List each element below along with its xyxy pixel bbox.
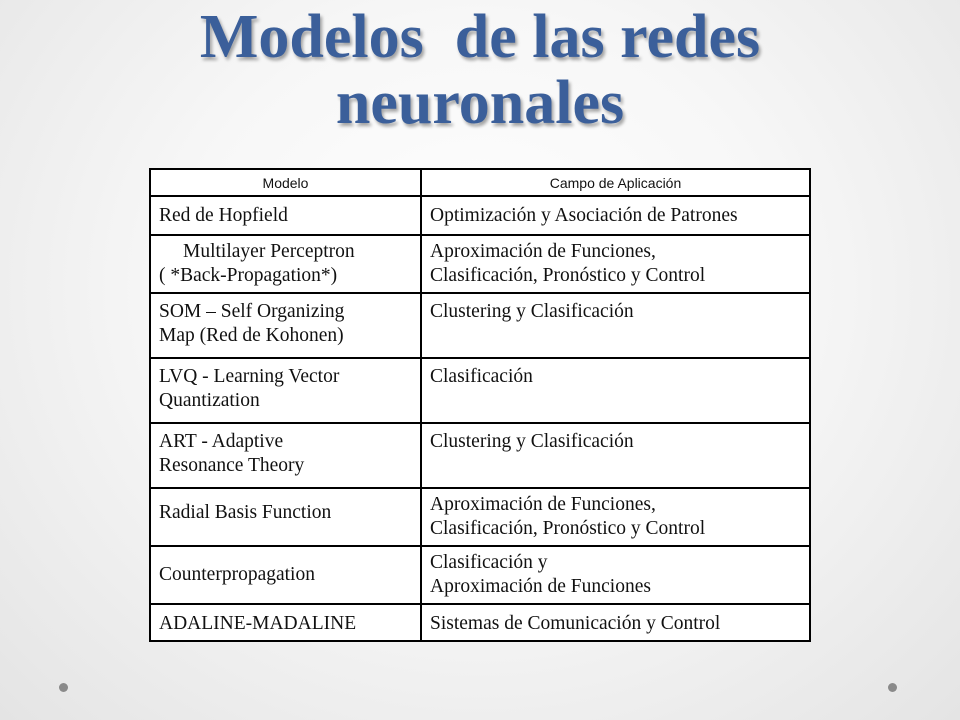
model-text: Map (Red de Kohonen) bbox=[159, 325, 344, 346]
model-cell bbox=[151, 423, 421, 488]
table-row bbox=[151, 546, 809, 604]
field-cell bbox=[421, 235, 809, 293]
field-text: Clasificación bbox=[430, 366, 533, 387]
model-cell bbox=[151, 546, 421, 604]
models-table-figure bbox=[149, 168, 811, 642]
model-text: Resonance Theory bbox=[159, 455, 305, 476]
field-cell bbox=[421, 488, 809, 546]
table-row bbox=[151, 196, 809, 235]
model-cell bbox=[151, 196, 421, 235]
model-cell bbox=[151, 358, 421, 423]
header-field: Campo de Aplicación bbox=[421, 170, 809, 196]
table-row bbox=[151, 423, 809, 488]
model-text: Multilayer Perceptron bbox=[183, 241, 355, 262]
model-cell bbox=[151, 488, 421, 546]
header-model: Modelo bbox=[151, 170, 421, 196]
field-text: Aproximación de Funciones bbox=[430, 576, 651, 597]
bottom-right-dot-icon bbox=[888, 683, 897, 692]
model-cell bbox=[151, 604, 421, 642]
field-text: Clustering y Clasificación bbox=[430, 431, 634, 452]
table-header-row bbox=[151, 170, 809, 196]
field-text: Sistemas de Comunicación y Control bbox=[430, 612, 721, 634]
bottom-left-dot-icon bbox=[59, 683, 68, 692]
field-cell bbox=[421, 196, 809, 235]
field-text: Clustering y Clasificación bbox=[430, 301, 634, 322]
field-cell bbox=[421, 546, 809, 604]
table-row bbox=[151, 604, 809, 642]
model-text: ( *Back-Propagation*) bbox=[159, 265, 338, 286]
table-row bbox=[151, 358, 809, 423]
slide-title-line-1: Modelos de las redes bbox=[199, 3, 761, 71]
model-text: SOM – Self Organizing bbox=[159, 301, 345, 322]
field-cell bbox=[421, 293, 809, 358]
model-text: Red de Hopfield bbox=[159, 204, 288, 226]
model-cell bbox=[151, 293, 421, 358]
field-text: Optimización y Asociación de Patrones bbox=[430, 204, 738, 226]
model-text: Radial Basis Function bbox=[159, 502, 332, 523]
model-text: Quantization bbox=[159, 390, 260, 411]
model-text: ART - Adaptive bbox=[159, 431, 284, 452]
field-text: Clasificación y bbox=[430, 552, 548, 573]
field-cell bbox=[421, 604, 809, 642]
field-cell bbox=[421, 423, 809, 488]
table-row bbox=[151, 293, 809, 358]
field-text: Aproximación de Funciones, bbox=[430, 494, 656, 515]
field-text: Clasificación, Pronóstico y Control bbox=[430, 265, 706, 286]
model-text: Counterpropagation bbox=[159, 564, 315, 585]
table-row bbox=[151, 235, 809, 293]
slide-title bbox=[0, 4, 960, 136]
model-text: ADALINE-MADALINE bbox=[159, 612, 357, 634]
models-table bbox=[151, 170, 809, 642]
model-text: LVQ - Learning Vector bbox=[159, 366, 340, 387]
table-row bbox=[151, 488, 809, 546]
model-cell bbox=[151, 235, 421, 293]
field-text: Clasificación, Pronóstico y Control bbox=[430, 518, 706, 539]
field-text: Aproximación de Funciones, bbox=[430, 241, 656, 262]
slide-title-line-2: neuronales bbox=[335, 69, 625, 137]
field-cell bbox=[421, 358, 809, 423]
